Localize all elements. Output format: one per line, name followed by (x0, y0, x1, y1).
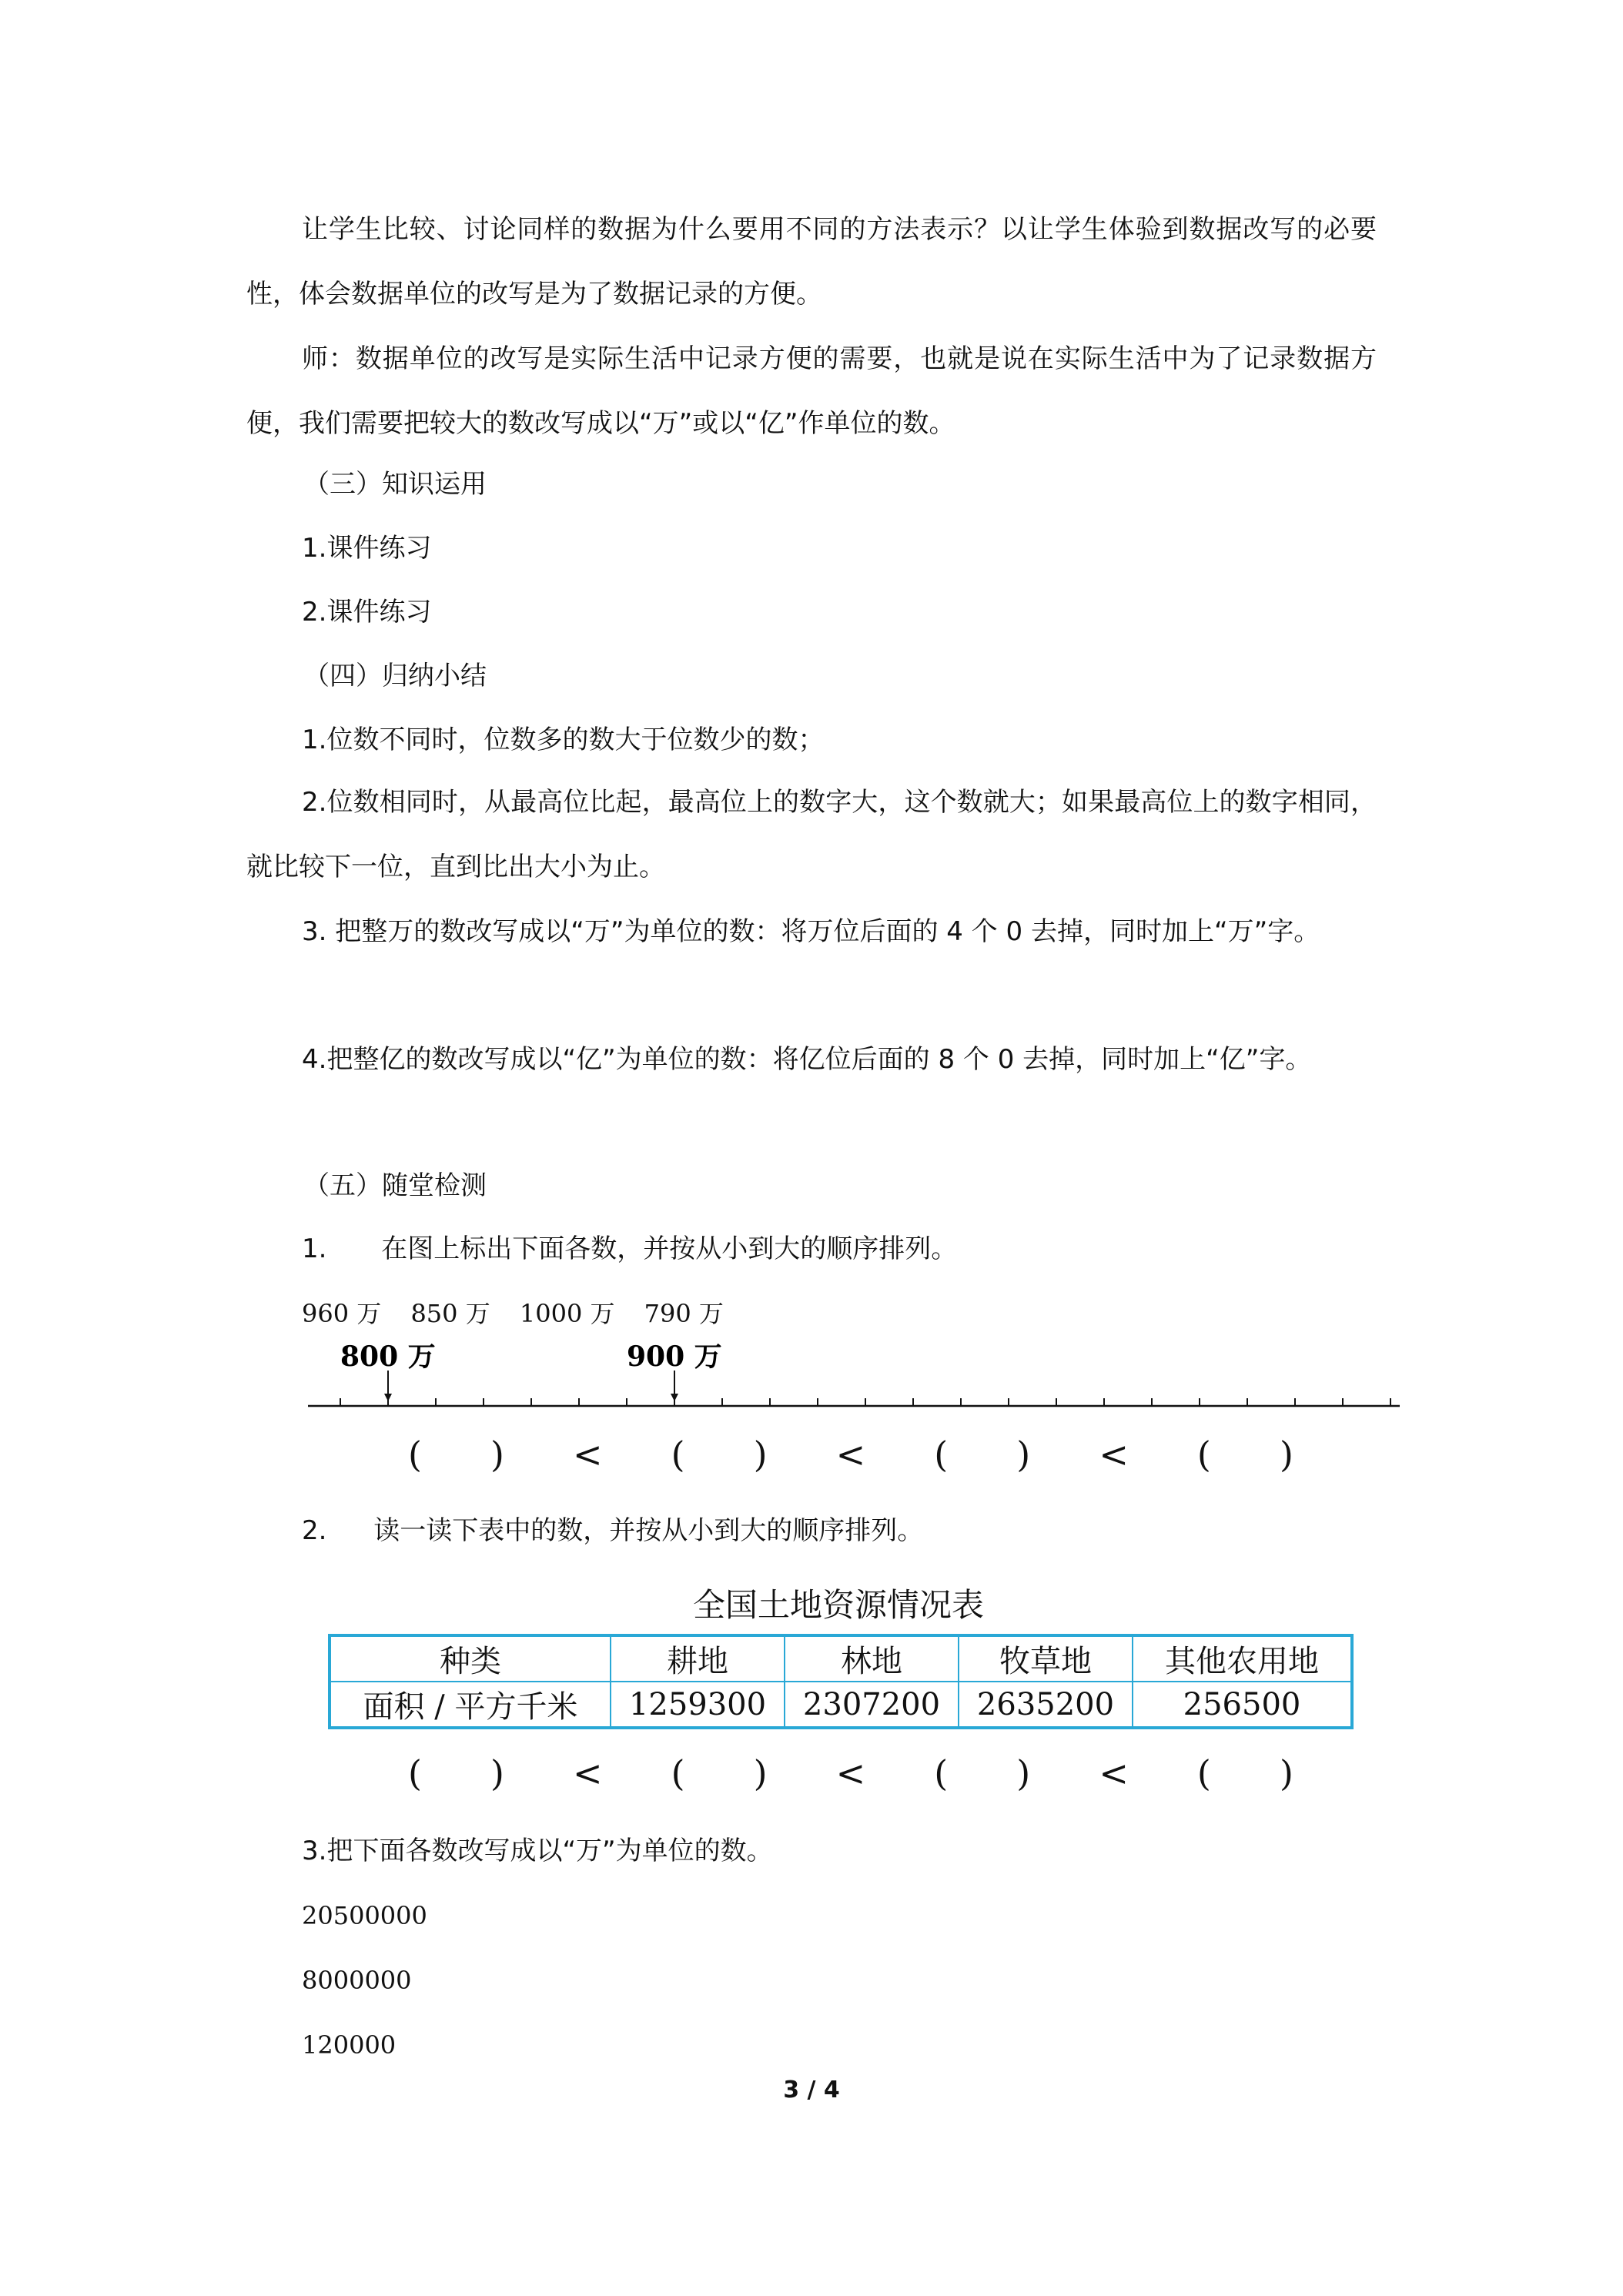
number-line (308, 1340, 1401, 1424)
table-header-cell: 林地 (785, 1635, 959, 1682)
arrow-head (384, 1394, 392, 1401)
section-heading-4: （四）归纳小结 (303, 661, 487, 691)
land-resources-table (328, 1634, 1354, 1729)
number-item: 790 万 (644, 1299, 724, 1328)
ordering-brackets-2 (408, 1752, 1293, 1794)
close-bracket: ) (1016, 1434, 1031, 1475)
paragraph-1: 让学生比较、讨论同样的数据为什么要用不同的方法表示？以让学生体验到数据改写的必要性，体会数据单位的改写是为了数据记录的方便。 (246, 214, 1377, 310)
number-item: 850 万 (410, 1299, 490, 1328)
close-bracket: ) (1016, 1752, 1031, 1794)
open-bracket: ( (934, 1434, 949, 1475)
open-bracket: ( (934, 1752, 949, 1794)
close-bracket: ) (490, 1752, 504, 1794)
less-than-sign: < (573, 1434, 603, 1475)
list-item-4-4: 4.把整亿的数改写成以“亿”为单位的数：将亿位后面的 8 个 0 去掉，同时加上“亿”字。 (302, 1044, 1312, 1075)
table-title: 全国土地资源情况表 (693, 1586, 985, 1624)
close-bracket: ) (1279, 1434, 1293, 1475)
close-bracket: ) (1279, 1752, 1293, 1794)
question-3-item: 20500000 (302, 1901, 427, 1930)
list-item-4-2: 2.位数相同时，从最高位比起，最高位上的数字大，这个数就大；如果最高位上的数字相同，就比较下一位，直到比出大小为止。 (246, 787, 1377, 882)
close-bracket: ) (753, 1434, 768, 1475)
number-item: 1000 万 (519, 1299, 615, 1328)
close-bracket: ) (753, 1752, 768, 1794)
less-than-sign: < (573, 1752, 603, 1794)
arrow-head (671, 1394, 678, 1401)
section-heading-5: （五）随堂检测 (303, 1170, 487, 1201)
list-item-4-3: 3. 把整万的数改写成以“万”为单位的数：将万位后面的 4 个 0 去掉，同时加上“万”字。 (302, 916, 1320, 947)
open-bracket: ( (1196, 1752, 1211, 1794)
table-header-row (330, 1635, 1352, 1682)
list-item-4-1: 1.位数不同时，位数多的数大于位数少的数； (302, 725, 825, 755)
axis-label: 900 万 (627, 1340, 722, 1373)
question-1 (302, 1232, 957, 1266)
paragraph-2: 师：数据单位的改写是实际生活中记录方便的需要，也就是说在实际生活中为了记录数据方便，我们需要把较大的数改写成以“万”或以“亿”作单位的数。 (246, 343, 1377, 439)
question-3: 3.把下面各数改写成以“万”为单位的数。 (302, 1836, 773, 1866)
table-cell: 2307200 (785, 1682, 959, 1728)
page-number: 3 / 4 (783, 2077, 840, 2104)
question-1-text: 在图上标出下面各数，并按从小到大的顺序排列。 (381, 1233, 958, 1264)
question-3-item: 8000000 (302, 1966, 412, 1995)
table-header-cell: 牧草地 (959, 1635, 1133, 1682)
open-bracket: ( (671, 1434, 685, 1475)
question-3-item: 120000 (302, 2030, 397, 2060)
table-cell: 2635200 (959, 1682, 1133, 1728)
table-header-cell: 其他农用地 (1133, 1635, 1352, 1682)
open-bracket: ( (1196, 1434, 1211, 1475)
less-than-sign: < (1099, 1752, 1129, 1794)
question-2-text: 读一读下表中的数，并按从小到大的顺序排列。 (373, 1515, 924, 1546)
close-bracket: ) (490, 1434, 504, 1475)
ordering-brackets-1 (408, 1434, 1293, 1475)
table-header-cell: 种类 (330, 1635, 611, 1682)
table-cell: 1259300 (611, 1682, 785, 1728)
table-row (330, 1682, 1352, 1728)
table-header-cell: 耕地 (611, 1635, 785, 1682)
less-than-sign: < (835, 1752, 866, 1794)
list-item-3-1: 1.课件练习 (302, 533, 432, 564)
number-item: 960 万 (302, 1299, 382, 1328)
less-than-sign: < (1099, 1434, 1129, 1475)
open-bracket: ( (408, 1434, 422, 1475)
question-1-numbers (302, 1297, 724, 1330)
section-heading-3: （三）知识运用 (303, 469, 487, 500)
question-2 (302, 1514, 923, 1548)
open-bracket: ( (671, 1752, 685, 1794)
table-cell: 面积 / 平方千米 (330, 1682, 611, 1728)
less-than-sign: < (835, 1434, 866, 1475)
open-bracket: ( (408, 1752, 422, 1794)
table-cell: 256500 (1133, 1682, 1352, 1728)
axis-label: 800 万 (340, 1340, 436, 1373)
question-1-number: 1. (302, 1233, 327, 1264)
list-item-3-2: 2.课件练习 (302, 597, 432, 628)
question-2-number: 2. (302, 1515, 327, 1546)
